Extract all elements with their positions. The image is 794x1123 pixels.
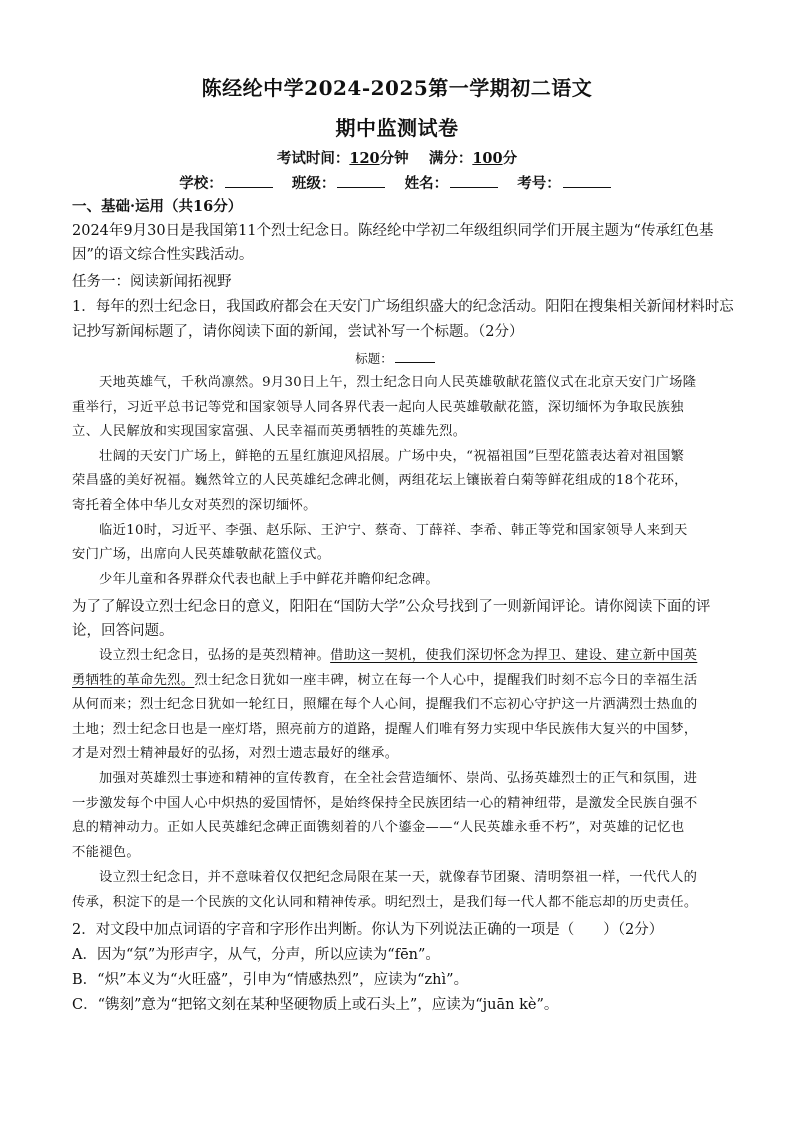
news-p2-line-3: 寄托着全体中华儿女对英烈的深切缅怀。 xyxy=(72,498,317,513)
news-p1-line-3: 立、人民解放和实现国家富强、人民幸福而英勇牺牲的英雄先烈。 xyxy=(72,424,467,439)
exam-subtitle: 期中监测试卷 xyxy=(335,116,459,140)
id-label: 考号： xyxy=(517,175,561,192)
news-p2-line-2: 荣昌盛的美好祝福。巍然耸立的人民英雄纪念碑北侧，两组花坛上镶嵌着白菊等鲜花组成的18个花环， xyxy=(72,473,688,488)
score-label: 满分： xyxy=(428,150,473,167)
name-blank[interactable] xyxy=(450,174,498,188)
q2-option-b[interactable]: B．“炽”本义为“火旺盛”，引申为“情感热烈”，应读为“zhì”。 xyxy=(72,972,469,988)
comment-p1-post: 烈士纪念日犹如一座丰碑，树立在每一个人心中，提醒我们时刻不忘今日的幸福生活 xyxy=(194,673,698,688)
comment-p2-line-2: 一步激发每个中国人心中炽热的爱国情怀，是始终保持全民族团结一心的精神纽带，是激发全民族自强不 xyxy=(72,796,698,811)
comment-p1-underlined-2: 勇牺牲的革命先烈。 xyxy=(72,673,195,688)
score-unit: 分 xyxy=(502,150,518,167)
time-value: 120 xyxy=(349,150,380,167)
news-p3-line-2: 安门广场，出席向人民英雄敬献花篮仪式。 xyxy=(72,547,331,562)
title-blank-row xyxy=(0,349,794,367)
intro-line-2: 因”的语文综合性实践活动。 xyxy=(72,247,254,263)
bridge-line-2: 论，回答问题。 xyxy=(72,623,174,639)
comment-p1-line-5: 才是对烈士精神最好的弘扬，对烈士遗志最好的继承。 xyxy=(72,746,399,761)
time-unit: 分钟 xyxy=(379,150,409,167)
comment-p1-underlined-1: 借助这一契机，使我们深切怀念为捍卫、建设、建立新中国英 xyxy=(330,648,698,663)
student-info-row xyxy=(0,172,794,193)
title-blank-label: 标题： xyxy=(355,351,393,366)
title-blank[interactable] xyxy=(395,349,435,363)
bridge-line-1: 为了了解设立烈士纪念日的意义，阳阳在“国防大学”公众号找到了一则新闻评论。请你阅读下面的评 xyxy=(72,599,711,615)
news-p1-line-2: 重举行，习近平总书记等党和国家领导人同各界代表一起向人民英雄敬献花篮，深切缅怀为争取民族独 xyxy=(72,400,684,415)
q1-line-1: 1．每年的烈士纪念日，我国政府都会在天安门广场组织盛大的纪念活动。阳阳在搜集相关新闻材料时忘 xyxy=(72,299,734,315)
news-p2-line-1: 壮阔的天安门广场上，鲜艳的五星红旗迎风招展。广场中央，“祝福祖国”巨型花篮表达着对祖国繁 xyxy=(99,449,685,464)
news-p3-line-1: 临近10时，习近平、李强、赵乐际、王沪宁、蔡奇、丁薛祥、李希、韩正等党和国家领导人来到天 xyxy=(99,523,688,538)
id-blank[interactable] xyxy=(563,174,611,188)
intro-line-1: 2024年9月30日是我国第11个烈士纪念日。陈经纶中学初二年级组织同学们开展主题为“传承红色基 xyxy=(72,223,714,239)
exam-title: 陈经纶中学2024-2025第一学期初二语文 xyxy=(201,76,593,100)
comment-p2-line-3: 息的精神动力。正如人民英雄纪念碑正面镌刻着的八个鎏金——“人民英雄永垂不朽”，对英雄的记忆也 xyxy=(72,820,685,835)
comment-p2-line-1: 加强对英雄烈士事迹和精神的宣传教育，在全社会营造缅怀、崇尚、弘扬英雄烈士的正气和氛围，进 xyxy=(99,771,698,786)
comment-p3-line-2: 传承，积淀下的是一个民族的文化认同和精神传承。明纪烈士，是我们每一代人都不能忘却的历史责任。 xyxy=(72,895,698,910)
school-blank[interactable] xyxy=(225,174,273,188)
comment-p1-line-1 xyxy=(72,646,722,666)
name-label: 姓名： xyxy=(404,175,449,192)
news-p1-line-1: 天地英雄气，千秋尚凛然。9月30日上午，烈士纪念日向人民英雄敬献花篮仪式在北京天安门广场隆 xyxy=(99,375,697,390)
comment-p1-line-2 xyxy=(72,671,722,691)
section-heading: 一、基础·运用（共16分） xyxy=(72,198,243,215)
exam-time-score xyxy=(0,147,794,168)
q1-line-2: 记抄写新闻标题了，请你阅读下面的新闻，尝试补写一个标题。（2分） xyxy=(72,324,524,340)
time-label: 考试时间： xyxy=(276,150,350,167)
task1-heading: 任务一：阅读新闻拓视野 xyxy=(72,274,232,290)
comment-p1-line-3: 从何而来；烈士纪念日犹如一轮红日，照耀在每个人心间，提醒我们不忘初心守护这一片洒满烈士热血的 xyxy=(72,697,698,712)
news-p4-line-1: 少年儿童和各界群众代表也献上手中鲜花并瞻仰纪念碑。 xyxy=(99,572,439,587)
score-value: 100 xyxy=(472,150,503,167)
comment-p2-line-4: 不能褪色。 xyxy=(72,845,140,860)
class-blank[interactable] xyxy=(337,174,385,188)
class-label: 班级： xyxy=(291,175,336,192)
q2-stem: 2．对文段中加点词语的字音和字形作出判断。你认为下列说法正确的一项是（ ）（2分） xyxy=(72,922,664,938)
comment-p3-line-1: 设立烈士纪念日，并不意味着仅仅把纪念局限在某一天，就像春节团聚、清明祭祖一样，一代代人的 xyxy=(99,870,698,885)
comment-p1-pre: 设立烈士纪念日，弘扬的是英烈精神。 xyxy=(99,648,331,663)
school-label: 学校： xyxy=(179,175,223,192)
comment-p1-line-4: 土地；烈士纪念日也是一座灯塔，照亮前方的道路，提醒人们唯有努力实现中华民族伟大复兴的中国梦， xyxy=(72,722,698,737)
q2-option-a[interactable]: A．因为“氛”为形声字，从气，分声，所以应读为“fēn”。 xyxy=(72,947,440,963)
q2-option-c[interactable]: C．“镌刻”意为“把铭文刻在某种坚硬物质上或石头上”，应读为“juān kè”。 xyxy=(72,997,559,1013)
